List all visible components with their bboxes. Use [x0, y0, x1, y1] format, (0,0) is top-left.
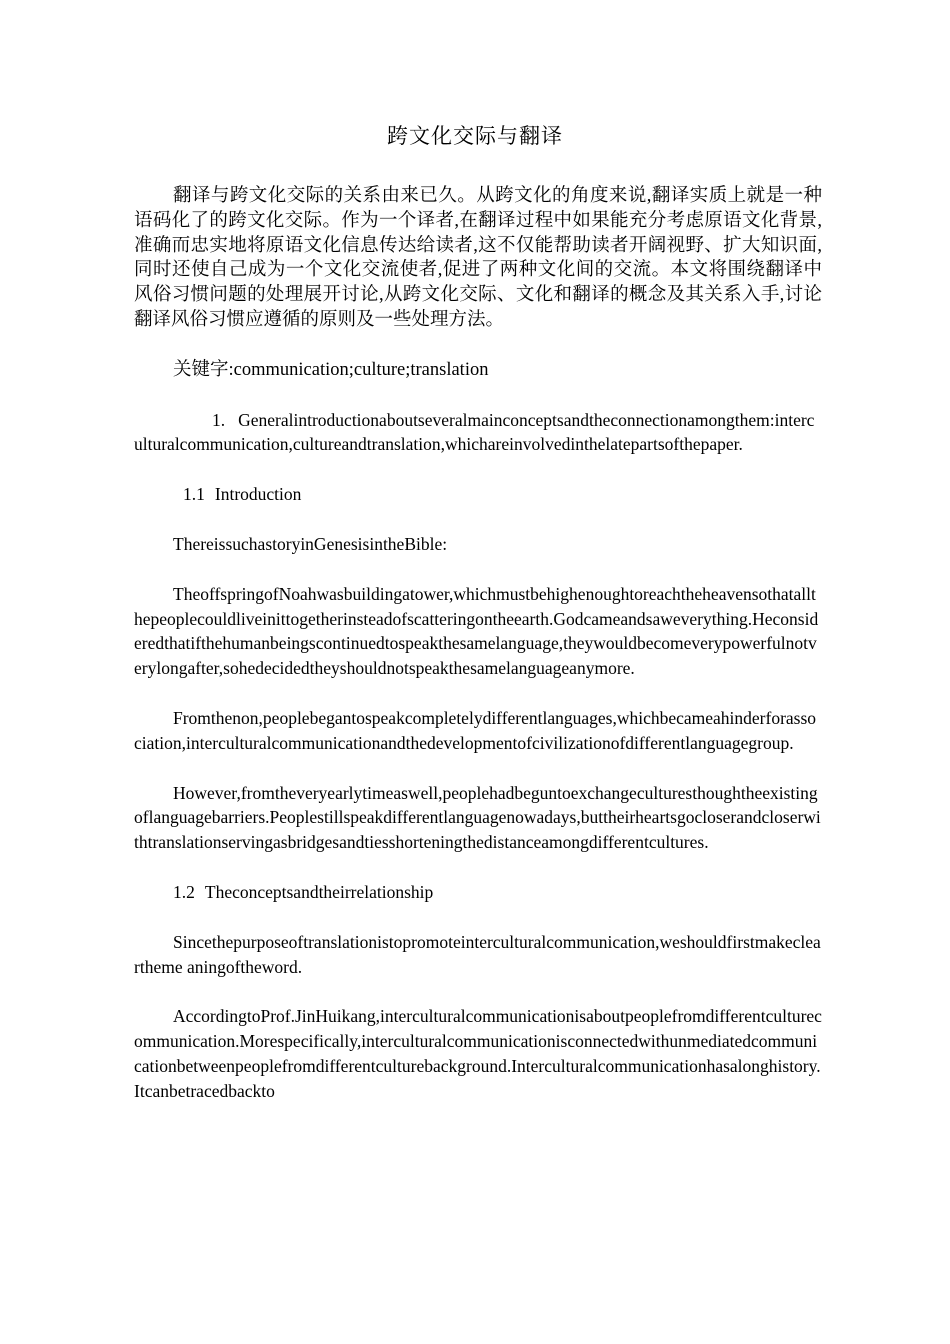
section-1-2-heading: [134, 880, 822, 905]
keywords-line: 关键字:communication;culture;translation: [173, 359, 489, 380]
abstract-paragraph: 翻译与跨文化交际的关系由来已久。从跨文化的角度来说,翻译实质上就是一种语码化了的跨文化交际。作为一个译者,在翻译过程中如果能充分考虑原语文化背景,准确而忠实地将原语文化信息传达给读者,这不仅能帮助读者开阔视野、扩大知识面,同时还使自己成为一个文化交流使者,促进了两种文化间的交流。本文将围绕翻译中风俗习惯问题的处理展开讨论,从跨文化交际、文化和翻译的概念及其关系入手,讨论翻译风俗习惯应遵循的原则及一些处理方法。: [134, 186, 822, 330]
document-body: [134, 184, 822, 1129]
intro-paragraph: ThereissuchastoryinGenesisintheBible:: [173, 533, 448, 554]
section-1-1-title: Introduction: [214, 484, 302, 505]
section-1-heading: [134, 408, 822, 458]
intro-paragraph: TheoffspringofNoahwasbuildingatower,whichmustbehighenoughtoreachtheheavensothatallthepeoplecouldliveinittogetherinsteadofscatteringontheearth.Godcameandsaweverything.Heconsideredthatifthehumanbeingscontinuedtospeakthesamelanguage,theywouldbecomeverypowerfulnotverylongafter,sohedecidedtheyshouldnotspeakthesamelanguageanymore.: [134, 583, 819, 679]
section-1-text: Generalintroductionaboutseveralmainconceptsandtheconnectionamongthem:interculturalcommunication,cultureandtranslation,whichareinvolvedinthelatepartsofthepaper.: [134, 409, 815, 455]
section-1-1-heading: [134, 482, 822, 507]
section-1-2-number: 1.2: [173, 881, 195, 902]
section-1-number: 1.: [212, 409, 226, 430]
intro-paragraph: However,fromtheveryearlytimeaswell,peoplehadbeguntoexchangeculturesthoughtheexistingoflanguagebarriers.Peoplestillspeakdifferentlanguagenowadays,buttheirheartsgocloserandcloserwithtranslationservingasbridgesandtiesshorteningthedistanceamongdifferentcultures.: [134, 782, 821, 853]
document-title: 跨文化交际与翻译: [387, 124, 563, 148]
section-1-2-title: Theconceptsandtheirrelationship: [204, 881, 434, 902]
intro-paragraph: Fromthenon,peoplebegantospeakcompletelydifferentlanguages,whichbecameahinderforassociation,interculturalcommunicationandthedevelopmentofcivilizationofdifferentlanguagegroup.: [134, 707, 817, 753]
concepts-paragraph: Sincethepurposeoftranslationistopromoteinterculturalcommunication,weshouldfirstmakecleartheme aningoftheword.: [134, 931, 821, 977]
concepts-paragraph: AccordingtoProf.JinHuikang,interculturalcommunicationisaboutpeoplefromdifferentculturecommunication.Morespecifically,interculturalcommunicationisconnectedwithunmediatedcommunicationbetweenpeoplefromdifferentculturebackground.Interculturalcommunicationhasalonghistory.Itcanbetracedbackto: [134, 1006, 822, 1101]
section-1-1-number: 1.1: [183, 484, 205, 505]
